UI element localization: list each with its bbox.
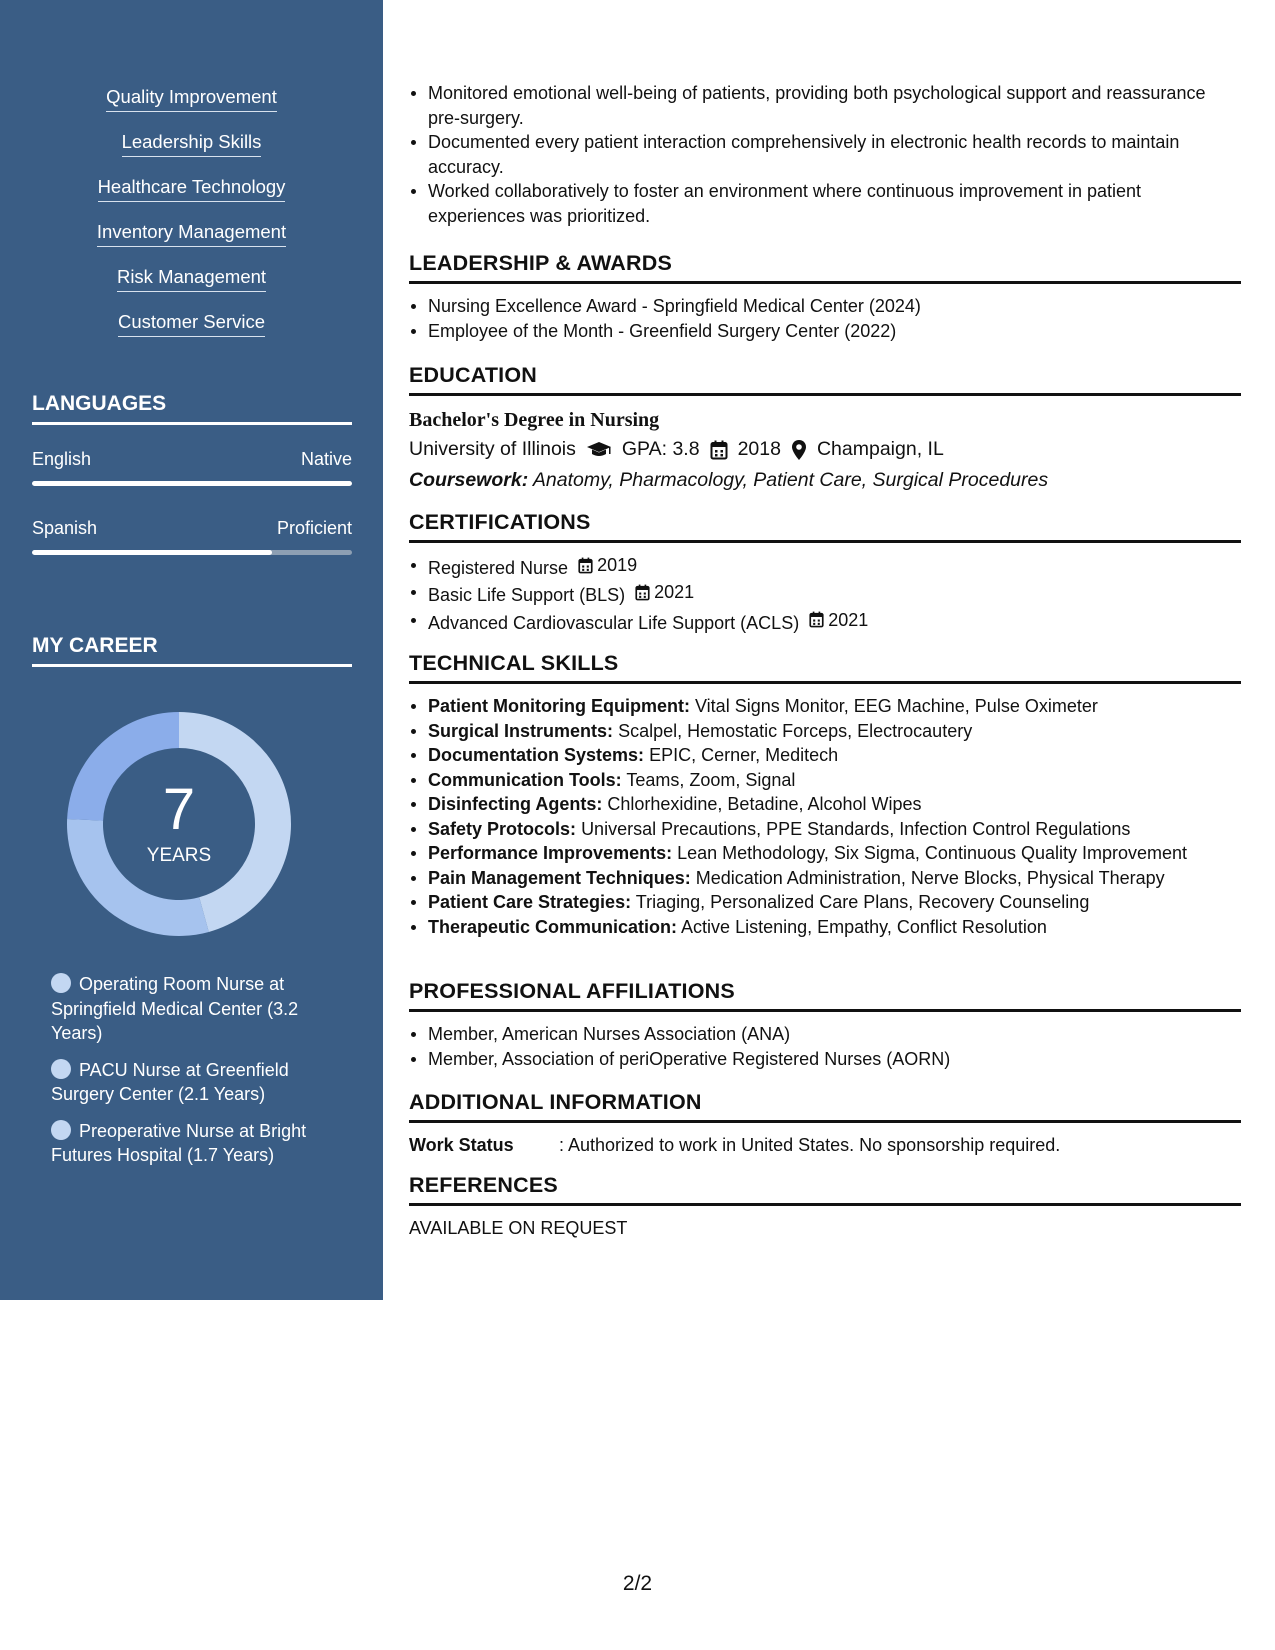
career-item: Preoperative Nurse at Bright Futures Hospital (1.7 Years)	[51, 1120, 307, 1165]
skill-item[interactable]: Quality Improvement	[0, 86, 383, 131]
language-bar	[32, 481, 352, 486]
list-item: Disinfecting Agents: Chlorhexidine, Betadine, Alcohol Wipes	[409, 792, 1241, 817]
career-donut-chart	[66, 711, 292, 937]
school-name: University of Illinois	[409, 438, 576, 460]
list-item: Documentation Systems: EPIC, Cerner, Meditech	[409, 743, 1241, 768]
affiliations-section	[409, 979, 1241, 1071]
skill-item[interactable]: Healthcare Technology	[0, 176, 383, 221]
calendar-icon	[809, 611, 824, 628]
calendar-icon	[635, 584, 650, 601]
list-item: Performance Improvements: Lean Methodology, Six Sigma, Continuous Quality Improvement	[409, 841, 1241, 866]
language-row	[32, 449, 352, 470]
skill-item[interactable]: Inventory Management	[0, 221, 383, 266]
work-status-label: Work Status	[409, 1135, 514, 1155]
degree-title: Bachelor's Degree in Nursing	[409, 409, 660, 431]
career-item: Operating Room Nurse at Springfield Medical Center (3.2 Years)	[51, 974, 299, 1043]
sidebar	[0, 0, 383, 1300]
list-item: Patient Monitoring Equipment: Vital Signs Monitor, EEG Machine, Pulse Oximeter	[409, 694, 1241, 719]
education-section	[409, 363, 1241, 495]
school-location: Champaign, IL	[816, 438, 944, 460]
list-item: Safety Protocols: Universal Precautions, PPE Standards, Infection Control Regulations	[409, 817, 1241, 842]
certifications-section	[409, 510, 1241, 635]
work-status	[409, 1133, 1241, 1157]
list-item: Documented every patient interaction comprehensively in electronic health records to maintain accuracy.	[409, 130, 1241, 179]
list-item: Registered Nurse 2019	[409, 553, 1241, 580]
list-item: Patient Care Strategies: Triaging, Personalized Care Plans, Recovery Counseling	[409, 890, 1241, 915]
list-item: Employee of the Month - Greenfield Surgery Center (2022)	[409, 319, 1241, 344]
awards-section	[409, 251, 1241, 343]
bullet-dot-icon	[51, 1120, 71, 1140]
coursework: Coursework: Anatomy, Pharmacology, Patient Care, Surgical Procedures	[409, 469, 1049, 491]
language-bar-fill	[32, 481, 352, 486]
career-total-unit: YEARS	[146, 845, 212, 866]
skill-item[interactable]: Leadership Skills	[0, 131, 383, 176]
section-title: PROFESSIONAL AFFILIATIONS	[409, 979, 1241, 1012]
career-total-value: 7	[162, 777, 196, 842]
list-item: Surgical Instruments: Scalpel, Hemostatic Forceps, Electrocautery	[409, 719, 1241, 744]
language-bar	[32, 550, 352, 555]
work-status-value: : Authorized to work in United States. No sponsorship required.	[559, 1135, 1061, 1155]
references-section	[409, 1173, 1241, 1240]
section-title: REFERENCES	[409, 1173, 1241, 1206]
section-title: LEADERSHIP & AWARDS	[409, 251, 1241, 284]
career-heading: MY CAREER	[32, 634, 352, 667]
skills-list	[0, 86, 383, 356]
gpa: GPA: 3.8	[621, 438, 700, 460]
list-item: Member, American Nurses Association (ANA)	[409, 1022, 1241, 1047]
languages-heading: LANGUAGES	[32, 392, 352, 425]
career-item: PACU Nurse at Greenfield Surgery Center (2.1 Years)	[51, 1059, 289, 1104]
list-item: Monitored emotional well-being of patients, providing both psychological support and reassurance pre-surgery.	[409, 81, 1241, 130]
list-item: Basic Life Support (BLS) 2021	[409, 580, 1241, 607]
list-item: Pain Management Techniques: Medication Administration, Nerve Blocks, Physical Therapy	[409, 866, 1241, 891]
language-level: Native	[300, 449, 352, 469]
language-name: English	[32, 449, 92, 469]
list-item: Communication Tools: Teams, Zoom, Signal	[409, 768, 1241, 793]
calendar-icon	[710, 440, 728, 460]
section-title: EDUCATION	[409, 363, 1241, 396]
list-item: Nursing Excellence Award - Springfield Medical Center (2024)	[409, 294, 1241, 319]
section-title: ADDITIONAL INFORMATION	[409, 1090, 1241, 1123]
language-level: Proficient	[276, 518, 352, 538]
additional-info-section	[409, 1090, 1241, 1157]
language-row	[32, 518, 352, 539]
language-name: Spanish	[32, 518, 98, 538]
graduation-year: 2018	[737, 438, 781, 460]
page-number: 2/2	[622, 1572, 653, 1595]
bullet-dot-icon	[51, 1059, 71, 1079]
experience-bullets	[409, 81, 1241, 228]
career-list	[51, 972, 331, 1180]
calendar-icon	[578, 557, 593, 574]
references-text: AVAILABLE ON REQUEST	[409, 1218, 628, 1238]
bullet-dot-icon	[51, 973, 71, 993]
list-item: Member, Association of periOperative Registered Nurses (AORN)	[409, 1047, 1241, 1072]
skill-item[interactable]: Risk Management	[0, 266, 383, 311]
language-bar-fill	[32, 550, 272, 555]
graduation-cap-icon	[586, 441, 612, 459]
list-item: Advanced Cardiovascular Life Support (ACLS) 2021	[409, 608, 1241, 635]
section-title: TECHNICAL SKILLS	[409, 651, 1241, 684]
location-pin-icon	[791, 439, 807, 461]
technical-skills-section	[409, 651, 1241, 939]
list-item: Therapeutic Communication: Active Listening, Empathy, Conflict Resolution	[409, 915, 1241, 940]
education-details	[409, 434, 1241, 465]
skill-item[interactable]: Customer Service	[0, 311, 383, 356]
section-title: CERTIFICATIONS	[409, 510, 1241, 543]
list-item: Worked collaboratively to foster an environment where continuous improvement in patient experiences was prioritized.	[409, 179, 1241, 228]
